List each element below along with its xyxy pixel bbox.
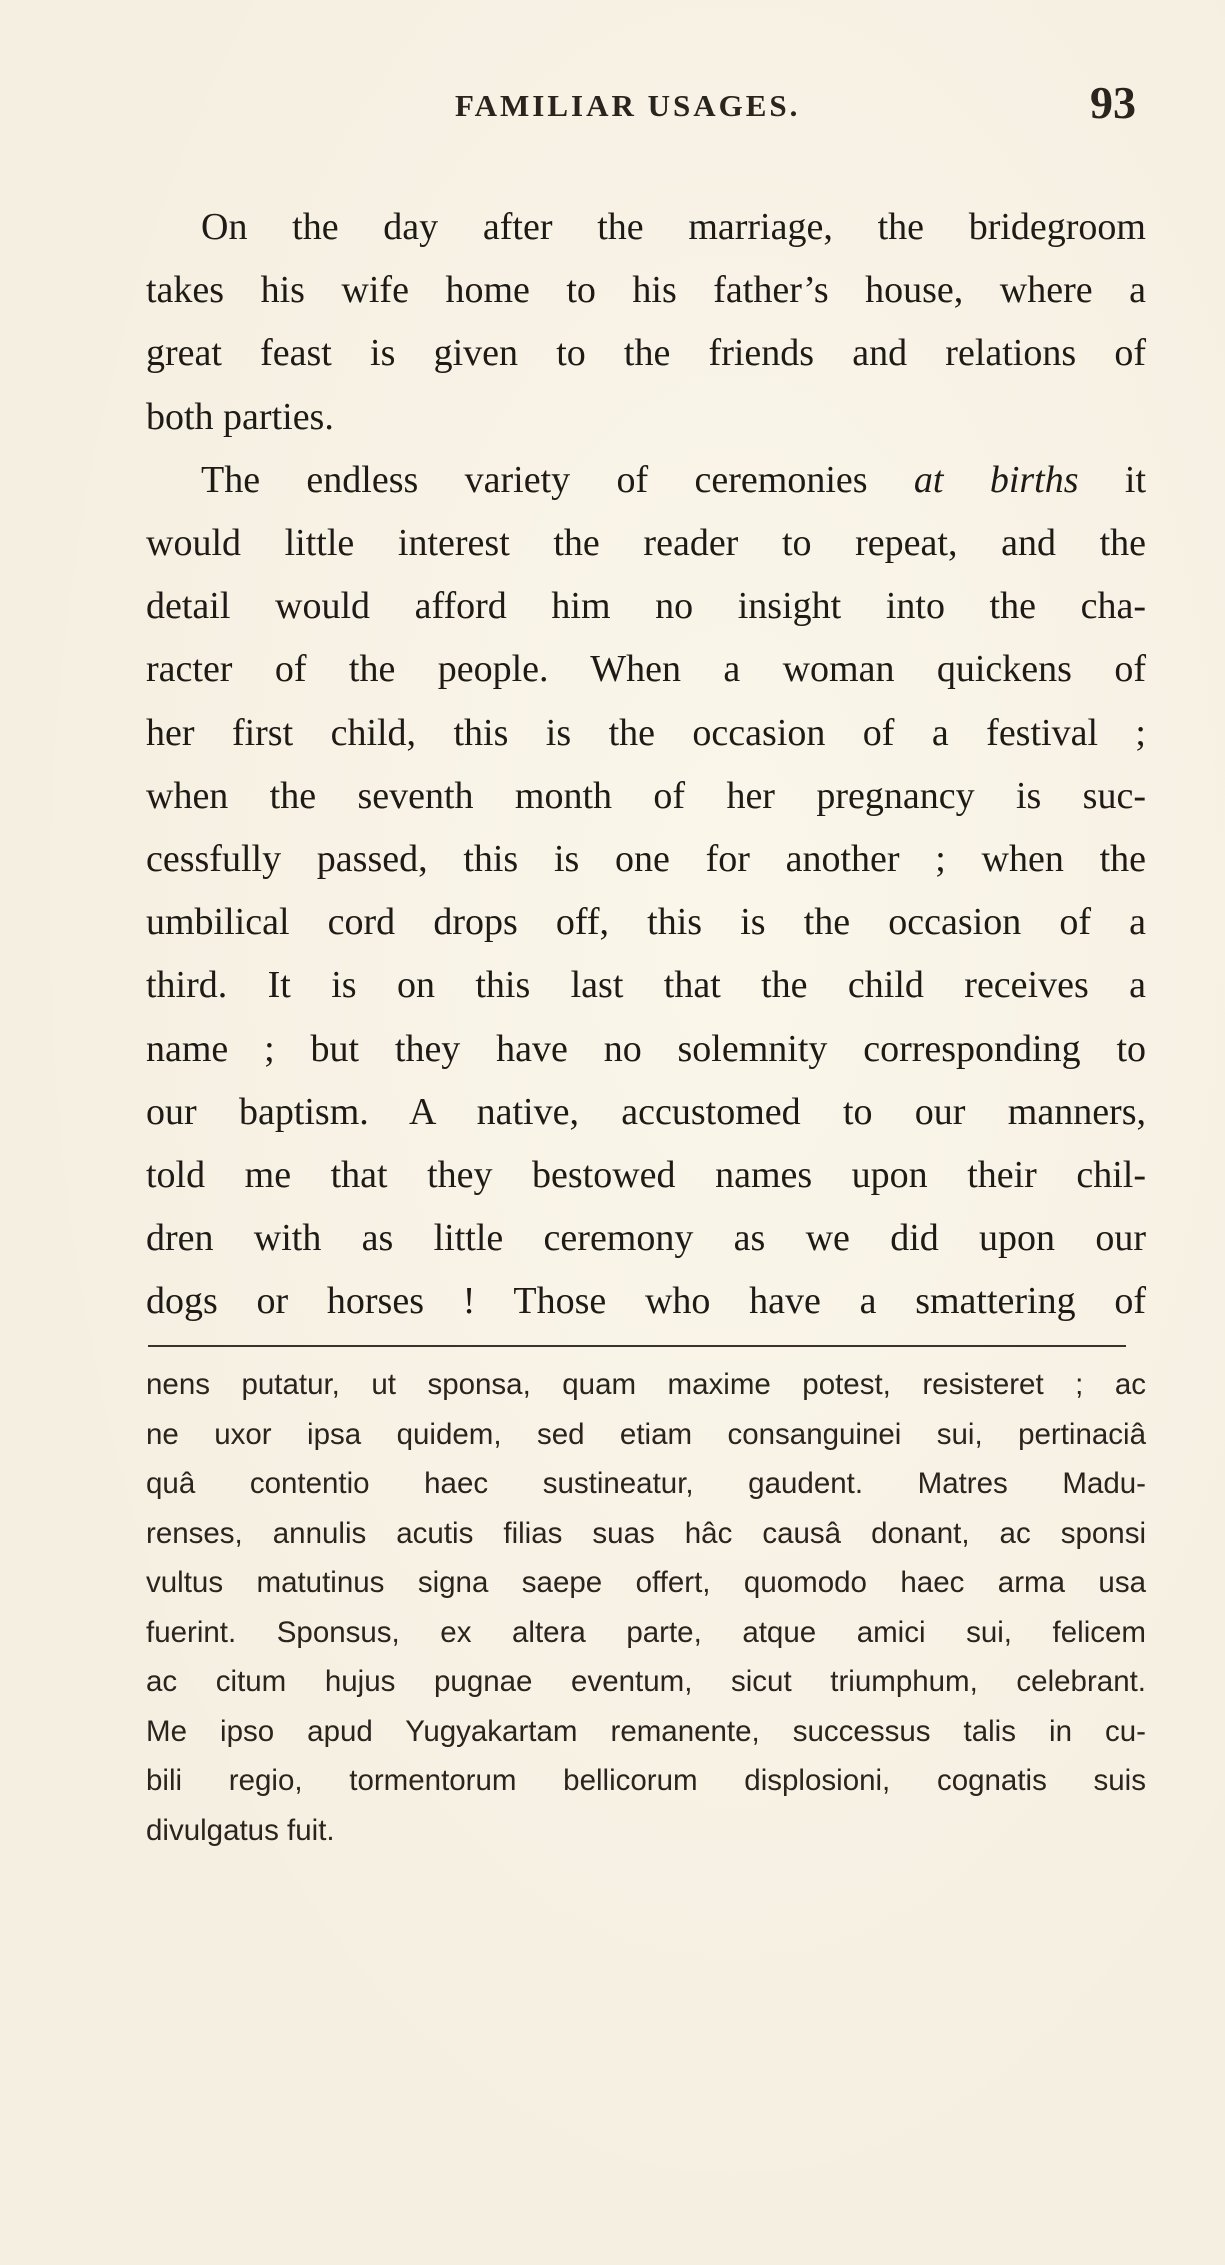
text-line: great feast is given to the friends and relations of bbox=[146, 332, 1146, 375]
text-line bbox=[146, 449, 1146, 512]
text-line: told me that they bestowed names upon their chil- bbox=[146, 1154, 1146, 1197]
footnote-line: ne uxor ipsa quidem, sed etiam consanguinei sui, pertinaciâ bbox=[146, 1417, 1146, 1451]
footnote-line: bili regio, tormentorum bellicorum displosioni, cognatis suis bbox=[146, 1764, 1146, 1797]
footnote-rule bbox=[148, 1345, 1126, 1347]
page-number: 93 bbox=[1090, 77, 1136, 128]
text-line: takes his wife home to his father’s house, where a bbox=[146, 269, 1146, 312]
text-line: both parties. bbox=[146, 395, 334, 438]
footnote-line: Me ipso apud Yugyakartam remanente, successus talis in cu- bbox=[146, 1714, 1146, 1748]
text-line: would little interest the reader to repeat, and the bbox=[146, 522, 1146, 565]
text-line: dogs or horses ! Those who have a smattering of bbox=[146, 1280, 1146, 1323]
text-line: racter of the people. When a woman quickens of bbox=[146, 648, 1146, 691]
text-line: detail would afford him no insight into the cha- bbox=[146, 585, 1146, 628]
footnote-line: divulgatus fuit. bbox=[146, 1813, 335, 1847]
footnote-line: vultus matutinus signa saepe offert, quomodo haec arma usa bbox=[146, 1566, 1146, 1599]
text-line: cessfully passed, this is one for another ; when the bbox=[146, 838, 1146, 881]
footnote bbox=[146, 1360, 1146, 1855]
text-line: umbilical cord drops off, this is the occasion of a bbox=[146, 901, 1146, 944]
text-line: On the day after the marriage, the bridegroom bbox=[201, 206, 1146, 248]
footnote-line: ac citum hujus pugnae eventum, sicut triumphum, celebrant. bbox=[146, 1665, 1146, 1698]
text-line: dren with as little ceremony as we did upon our bbox=[146, 1217, 1146, 1260]
text-line: our baptism. A native, accustomed to our manners, bbox=[146, 1090, 1146, 1133]
text-line: third. It is on this last that the child receives a bbox=[146, 964, 1146, 1007]
text-span: The endless variety of ceremonies bbox=[201, 458, 914, 501]
text-line: name ; but they have no solemnity corresponding to bbox=[146, 1027, 1146, 1070]
footnote-line: quâ contentio haec sustineatur, gaudent. Matres Madu- bbox=[146, 1467, 1146, 1500]
footnote-line: nens putatur, ut sponsa, quam maxime potest, resisteret ; ac bbox=[146, 1368, 1146, 1401]
italic-phrase: at births bbox=[913, 458, 1079, 501]
footnote-line: renses, annulis acutis filias suas hâc causâ donant, ac sponsi bbox=[146, 1516, 1146, 1550]
footnote-line: fuerint. Sponsus, ex altera parte, atque amici sui, felicem bbox=[146, 1615, 1146, 1649]
text-span: it bbox=[1078, 458, 1147, 501]
text-line: when the seventh month of her pregnancy is suc- bbox=[146, 774, 1146, 817]
main-text bbox=[146, 196, 1146, 1334]
text-line: her first child, this is the occasion of a festival ; bbox=[146, 711, 1146, 754]
running-head: FAMILIAR USAGES. bbox=[455, 88, 801, 123]
